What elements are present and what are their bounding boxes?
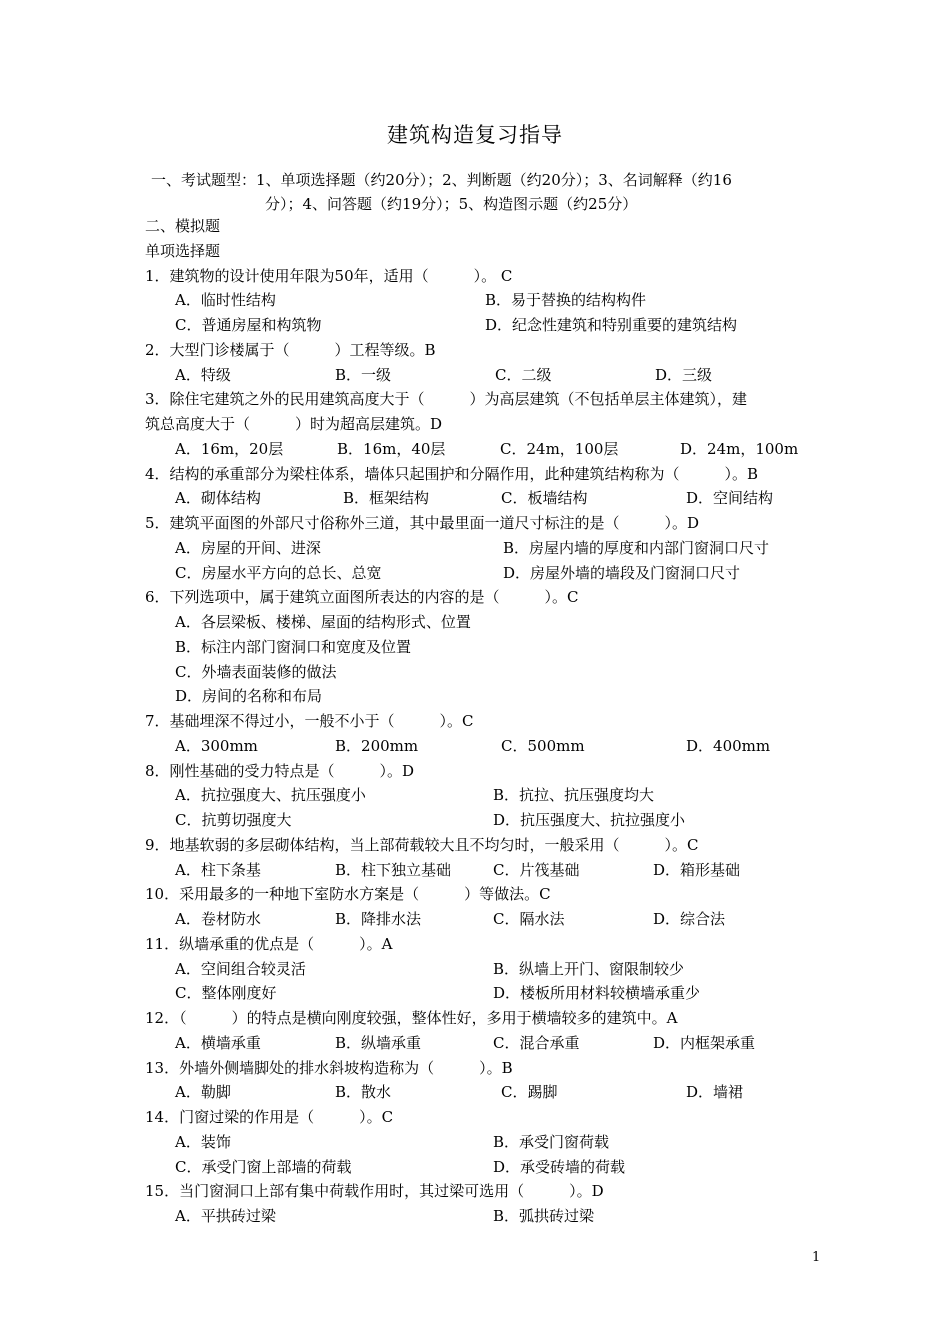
question-6: 6．下列选项中，属于建筑立面图所表达的内容的是（ ）。C (145, 588, 579, 607)
option-c: C．500mm (501, 736, 585, 755)
option-a: A．空间组合较灵活 (175, 959, 306, 978)
option-a: A．平拱砖过梁 (175, 1207, 276, 1225)
question-15-options-row-1 (145, 1204, 815, 1229)
question-3-line-1: 3．除住宅建筑之外的民用建筑高度大于（ ）为高层建筑（不包括单层主体建筑），建 (145, 390, 748, 409)
option-a: A．特级 (175, 365, 231, 384)
option-a: A．卷材防水 (175, 910, 261, 928)
option-b: B．一级 (335, 365, 392, 384)
option-d: D．综合法 (653, 910, 726, 928)
question-9-options (145, 858, 815, 883)
option-d: D．承受砖墙的荷载 (493, 1157, 626, 1176)
question-12-options (145, 1031, 815, 1056)
option-d: D．箱形基础 (653, 860, 741, 879)
question-1-options-row-2 (145, 313, 815, 338)
option-d: D．400mm (686, 736, 771, 755)
option-c: C．承受门窗上部墙的荷载 (175, 1157, 352, 1176)
option-b: B．散水 (335, 1083, 392, 1102)
option-a: A．砌体结构 (175, 489, 261, 508)
intro-line-1: 一、考试题型：1、单项选择题（约20分）；2、判断题（约20分）；3、名词解释（约16 (151, 171, 732, 189)
question-11: 11．纵墙承重的优点是（ ）。A (145, 934, 393, 953)
option-d: D．抗压强度大、抗拉强度小 (493, 811, 686, 829)
option-c: C．普通房屋和构筑物 (175, 316, 322, 334)
option-a: A．勒脚 (175, 1083, 231, 1102)
option-b: B．弧拱砖过梁 (493, 1207, 595, 1225)
question-1: 1．建筑物的设计使用年限为50年，适用（ ）。 C (145, 266, 513, 285)
option-b: B．承受门窗荷载 (493, 1132, 610, 1151)
option-c: C．板墙结构 (501, 489, 588, 508)
option-d: D．房间的名称和布局 (175, 687, 323, 706)
question-11-options-row-1 (145, 957, 815, 982)
question-13: 13．外墙外侧墙脚处的排水斜坡构造称为（ ）。B (145, 1058, 513, 1077)
option-a: A．300mm (175, 736, 258, 755)
question-10: 10．采用最多的一种地下室防水方案是（ ）等做法。C (145, 885, 551, 904)
option-c: C．外墙表面装修的做法 (175, 662, 337, 681)
question-5: 5．建筑平面图的外部尺寸俗称外三道，其中最里面一道尺寸标注的是（ ）。D (145, 514, 700, 532)
option-c: C．踢脚 (501, 1083, 558, 1102)
option-b: B．易于替换的结构构件 (485, 291, 647, 310)
question-3-line-2: 筑总高度大于（ ）时为超高层建筑。D (145, 415, 443, 433)
option-b: B．16m，40层 (337, 439, 446, 458)
option-a: A．柱下条基 (175, 860, 261, 879)
option-c: C．二级 (495, 365, 552, 384)
option-b: B．200mm (335, 736, 419, 755)
option-d: D．房屋外墙的墙段及门窗洞口尺寸 (503, 563, 741, 582)
option-b: B．标注内部门窗洞口和宽度及位置 (175, 637, 412, 656)
question-14: 14．门窗过梁的作用是（ ）。C (145, 1108, 394, 1126)
question-list (145, 214, 815, 1229)
option-b: B．抗拉、抗压强度均大 (493, 786, 655, 805)
question-5-options-row-1 (145, 536, 815, 561)
question-4: 4．结构的承重部分为梁柱体系，墙体只起围护和分隔作用，此种建筑结构称为（ ）。B (145, 464, 759, 483)
option-a: A．装饰 (175, 1132, 231, 1151)
intro-line-2: 分）；4、问答题（约19分）；5、构造图示题（约25分） (265, 195, 638, 213)
question-7-options (145, 734, 815, 759)
question-2-options (145, 363, 815, 388)
question-7: 7．基础埋深不得过小，一般不小于（ ）。C (145, 712, 474, 730)
option-c: C．混合承重 (493, 1033, 580, 1052)
question-1-options-row-1 (145, 288, 815, 313)
question-15: 15．当门窗洞口上部有集中荷载作用时，其过梁可选用（ ）。D (145, 1182, 604, 1201)
option-c: C．整体刚度好 (175, 984, 277, 1003)
question-8-options-row-2 (145, 808, 815, 833)
question-8-options-row-1 (145, 783, 815, 808)
option-d: D．三级 (655, 365, 713, 384)
option-d: D．楼板所用材料较横墙承重少 (493, 984, 701, 1003)
option-b: B．降排水法 (335, 910, 422, 928)
question-14-options-row-2 (145, 1155, 815, 1180)
option-d: D．24m，100m (680, 439, 799, 458)
option-a: A．抗拉强度大、抗压强度小 (175, 786, 366, 805)
option-a: A．16m，20层 (175, 439, 284, 458)
question-8: 8．刚性基础的受力特点是（ ）。D (145, 761, 415, 780)
option-c: C．片筏基础 (493, 860, 580, 879)
question-11-options-row-2 (145, 981, 815, 1006)
option-b: B．柱下独立基础 (335, 860, 452, 879)
option-c: C．房屋水平方向的总长、总宽 (175, 563, 382, 582)
option-a: A．各层梁板、楼梯、屋面的结构形式、位置 (175, 613, 471, 631)
option-c: C．隔水法 (493, 910, 565, 928)
question-4-options (145, 486, 815, 511)
question-2: 2．大型门诊楼属于（ ）工程等级。B (145, 340, 436, 359)
question-5-options-row-2 (145, 561, 815, 586)
option-a: A．横墙承重 (175, 1033, 261, 1052)
document-title: 建筑构造复习指导 (387, 123, 563, 147)
question-3-options (145, 437, 815, 462)
option-c: C．抗剪切强度大 (175, 811, 292, 829)
option-b: B．房屋内墙的厚度和内部门窗洞口尺寸 (503, 538, 770, 557)
option-b: B．纵墙上开门、窗限制较少 (493, 959, 685, 978)
option-c: C．24m，100层 (500, 439, 619, 458)
option-b: B．纵墙承重 (335, 1033, 422, 1052)
option-d: D．墙裙 (686, 1083, 744, 1102)
option-d: D．空间结构 (686, 489, 774, 508)
option-b: B．框架结构 (343, 489, 430, 508)
question-9: 9．地基软弱的多层砌体结构，当上部荷载较大且不均匀时，一般采用（ ）。C (145, 835, 699, 854)
exam-format-intro (145, 168, 810, 216)
question-12: 12．（ ）的特点是横向刚度较强，整体性好，多用于横墙较多的建筑中。A (145, 1009, 678, 1027)
option-d: D．内框架承重 (653, 1033, 756, 1052)
subsection-heading: 单项选择题 (145, 241, 221, 260)
question-13-options (145, 1080, 815, 1105)
question-10-options (145, 907, 815, 932)
option-d: D．纪念性建筑和特别重要的建筑结构 (485, 316, 738, 334)
option-a: A．房屋的开间、进深 (175, 538, 321, 557)
question-14-options-row-1 (145, 1130, 815, 1155)
section-heading: 二、模拟题 (145, 217, 221, 235)
page-number: 1 (812, 1250, 821, 1265)
option-a: A．临时性结构 (175, 291, 276, 310)
